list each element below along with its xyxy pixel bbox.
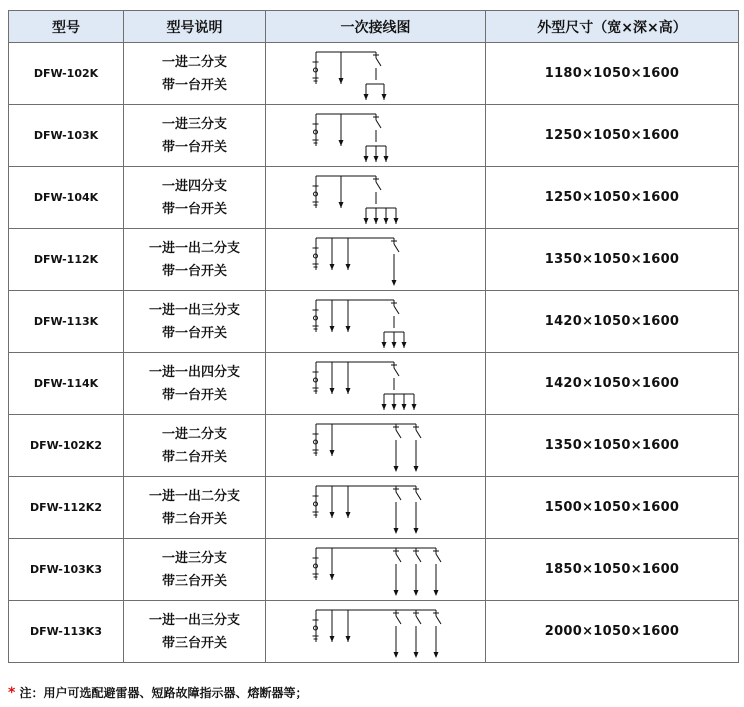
- header-diagram: 一次接线图: [266, 11, 486, 43]
- dimensions-cell: 1250×1050×1600: [486, 105, 739, 167]
- model-cell: DFW-113K: [9, 291, 124, 353]
- dimensions-cell: 1850×1050×1600: [486, 539, 739, 601]
- model-cell: DFW-103K3: [9, 539, 124, 601]
- wiring-diagram: [276, 292, 476, 352]
- description-line-2: 带一台开关: [161, 387, 227, 403]
- footnote-text: 注：用户可选配避雷器、短路故障指示器、熔断器等；: [19, 686, 308, 700]
- wiring-diagram-cell: [266, 229, 486, 291]
- description-line-2: 带三台开关: [161, 573, 227, 589]
- description-cell: [124, 353, 266, 415]
- wiring-diagram-cell: [266, 353, 486, 415]
- wiring-diagram-cell: [266, 477, 486, 539]
- description-line-1: 一进四分支: [161, 178, 227, 194]
- wiring-diagram: [276, 230, 476, 290]
- description-line-2: 带三台开关: [161, 635, 227, 651]
- description-cell: [124, 601, 266, 663]
- wiring-diagram-cell: [266, 105, 486, 167]
- wiring-diagram: [276, 478, 476, 538]
- dimensions-cell: 1350×1050×1600: [486, 229, 739, 291]
- table-row: [9, 291, 739, 353]
- description-line-2: 带二台开关: [161, 449, 227, 465]
- wiring-diagram: [276, 540, 476, 600]
- model-cell: DFW-102K2: [9, 415, 124, 477]
- description-line-1: 一进三分支: [161, 550, 227, 566]
- description-line-1: 一进一出三分支: [148, 302, 240, 318]
- footnote: [8, 684, 308, 701]
- description-line-1: 一进一出三分支: [148, 612, 240, 628]
- description-cell: [124, 539, 266, 601]
- model-cell: DFW-112K: [9, 229, 124, 291]
- table-row: [9, 105, 739, 167]
- description-cell: [124, 43, 266, 105]
- description-cell: [124, 229, 266, 291]
- table-row: [9, 167, 739, 229]
- dimensions-cell: 1420×1050×1600: [486, 291, 739, 353]
- table-row: [9, 43, 739, 105]
- wiring-diagram: [276, 106, 476, 166]
- model-cell: DFW-103K: [9, 105, 124, 167]
- footnote-star: *: [8, 685, 16, 701]
- dimensions-cell: 1180×1050×1600: [486, 43, 739, 105]
- table-row: [9, 353, 739, 415]
- description-cell: [124, 477, 266, 539]
- wiring-diagram-cell: [266, 539, 486, 601]
- model-cell: DFW-102K: [9, 43, 124, 105]
- description-line-1: 一进一出二分支: [148, 240, 240, 256]
- wiring-diagram-cell: [266, 601, 486, 663]
- description-line-2: 带一台开关: [161, 201, 227, 217]
- spec-table: [8, 10, 739, 663]
- header-dimensions: 外型尺寸（宽×深×高）: [486, 11, 739, 43]
- description-cell: [124, 105, 266, 167]
- wiring-diagram: [276, 168, 476, 228]
- wiring-diagram: [276, 354, 476, 414]
- description-line-2: 带一台开关: [161, 139, 227, 155]
- model-cell: DFW-114K: [9, 353, 124, 415]
- model-cell: DFW-113K3: [9, 601, 124, 663]
- table-row: [9, 229, 739, 291]
- description-line-1: 一进一出四分支: [148, 364, 240, 380]
- dimensions-cell: 1350×1050×1600: [486, 415, 739, 477]
- description-line-2: 带一台开关: [161, 263, 227, 279]
- description-line-1: 一进三分支: [161, 116, 227, 132]
- table-row: [9, 601, 739, 663]
- wiring-diagram-cell: [266, 291, 486, 353]
- description-line-1: 一进一出二分支: [148, 488, 240, 504]
- table-row: [9, 415, 739, 477]
- wiring-diagram-cell: [266, 415, 486, 477]
- description-cell: [124, 167, 266, 229]
- description-line-1: 一进二分支: [161, 54, 227, 70]
- header-description: 型号说明: [124, 11, 266, 43]
- dimensions-cell: 2000×1050×1600: [486, 601, 739, 663]
- table-row: [9, 477, 739, 539]
- wiring-diagram: [276, 44, 476, 104]
- description-line-2: 带二台开关: [161, 511, 227, 527]
- dimensions-cell: 1250×1050×1600: [486, 167, 739, 229]
- wiring-diagram: [276, 416, 476, 476]
- description-cell: [124, 415, 266, 477]
- description-cell: [124, 291, 266, 353]
- description-line-1: 一进二分支: [161, 426, 227, 442]
- header-row: [9, 11, 739, 43]
- wiring-diagram-cell: [266, 43, 486, 105]
- wiring-diagram-cell: [266, 167, 486, 229]
- wiring-diagram: [276, 602, 476, 662]
- dimensions-cell: 1420×1050×1600: [486, 353, 739, 415]
- model-cell: DFW-112K2: [9, 477, 124, 539]
- description-line-2: 带一台开关: [161, 325, 227, 341]
- description-line-2: 带一台开关: [161, 77, 227, 93]
- header-model: 型号: [9, 11, 124, 43]
- table-row: [9, 539, 739, 601]
- dimensions-cell: 1500×1050×1600: [486, 477, 739, 539]
- model-cell: DFW-104K: [9, 167, 124, 229]
